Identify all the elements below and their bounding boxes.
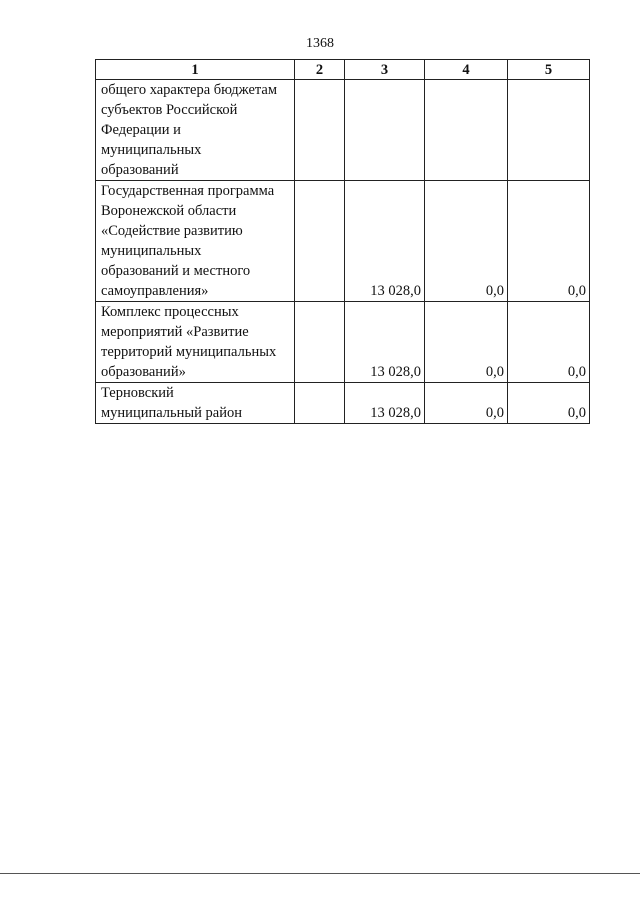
cell-col5: 0,0 <box>508 383 590 424</box>
cell-col3: 13 028,0 <box>345 181 425 302</box>
cell-col5: 0,0 <box>508 302 590 383</box>
budget-table <box>95 59 590 424</box>
column-header-1: 1 <box>96 60 295 80</box>
table-body <box>96 80 590 424</box>
row-name-cell <box>96 383 295 424</box>
row-name-line: мероприятий «Развитие <box>101 324 249 340</box>
row-name-cell <box>96 80 295 181</box>
row-name-line: субъектов Российской <box>101 102 238 118</box>
table-row <box>96 302 590 383</box>
page-number: 1368 <box>306 36 334 51</box>
column-header-4: 4 <box>425 60 508 80</box>
cell-col3: 13 028,0 <box>345 383 425 424</box>
row-name-line: муниципальных <box>101 243 202 259</box>
cell-col5: 0,0 <box>508 181 590 302</box>
column-header-2: 2 <box>295 60 345 80</box>
row-name-line: Государственная программа <box>101 183 275 199</box>
row-name-line: образований и местного <box>101 263 251 279</box>
cell-col4: 0,0 <box>425 302 508 383</box>
row-name-line: территорий муниципальных <box>101 344 277 360</box>
cell-col4 <box>425 80 508 181</box>
row-name-cell <box>96 302 295 383</box>
column-header-5: 5 <box>508 60 590 80</box>
row-name-line: муниципальных <box>101 142 202 158</box>
cell-col2 <box>295 181 345 302</box>
table-header <box>96 60 590 80</box>
table-row <box>96 80 590 181</box>
cell-col5 <box>508 80 590 181</box>
row-name-line: самоуправления» <box>101 283 209 299</box>
row-name-line: Комплекс процессных <box>101 304 239 320</box>
cell-col2 <box>295 80 345 181</box>
footer-divider <box>0 873 640 874</box>
cell-col2 <box>295 383 345 424</box>
cell-col3: 13 028,0 <box>345 302 425 383</box>
row-name-line: образований <box>101 162 179 178</box>
row-name-line: муниципальный район <box>101 405 242 421</box>
row-name-line: Федерации и <box>101 122 181 138</box>
table-row <box>96 181 590 302</box>
row-name-line: «Содействие развитию <box>101 223 243 239</box>
cell-col4: 0,0 <box>425 383 508 424</box>
header-row <box>96 60 590 80</box>
row-name-line: Воронежской области <box>101 203 237 219</box>
cell-col4: 0,0 <box>425 181 508 302</box>
row-name-line: образований» <box>101 364 186 380</box>
row-name-line: Терновский <box>101 385 174 401</box>
table-row <box>96 383 590 424</box>
column-header-3: 3 <box>345 60 425 80</box>
row-name-cell <box>96 181 295 302</box>
cell-col2 <box>295 302 345 383</box>
cell-col3 <box>345 80 425 181</box>
row-name-line: общего характера бюджетам <box>101 82 278 98</box>
